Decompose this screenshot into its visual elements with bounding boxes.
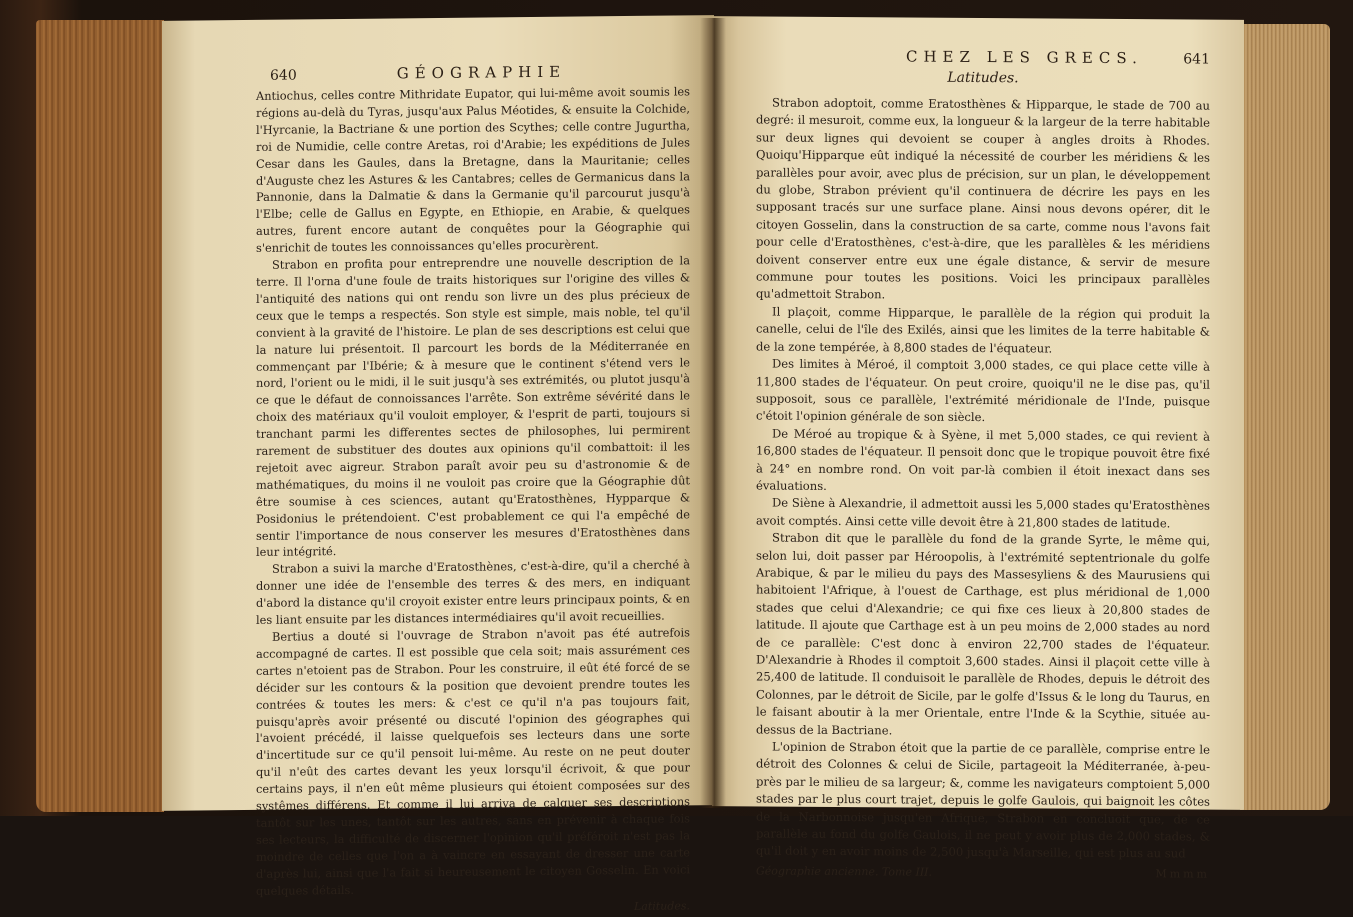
right-running-title: CHEZ LES GRECS. <box>906 47 1143 68</box>
left-fore-edge <box>36 20 164 812</box>
right-page-number: 641 <box>1183 51 1210 68</box>
signature-mark: Mmmm <box>1155 867 1210 881</box>
right-paragraph: Strabon adoptoit, comme Eratosthènes & Hipparque, le stade de 700 au degré: il mesuroit, comme eux, la longueur & la largeur de la terre habitable sur deux lignes qui devoient se couper à angles droits à Rhodes. Quoiqu'Hipparque eût indiqué la nécessité de courber les méridiens & les parallèles pour avoir, avec plus de précision, sur un plan, le développement du globe, Strabon prévient qu'il continuera de décrire les pays en les supposant tracés sur une surface plane. Ainsi nous devons opérer, dit le citoyen Gosselin, dans la construction de sa carte, comme nous l'avons fait pour celle d'Eratosthènes, c'est-à-dire, que les parallèles & les méridiens doivent conserver entre eux une égale distance, & servir de mesure commune pour toutes les positions. Voici les principaux parallèles qu'admettoit Strabon. <box>756 95 1210 302</box>
right-paragraph: L'opinion de Strabon étoit que la partie de ce parallèle, comprise entre le détroit des Colonnes & celui de Sicile, partageoit la Méditerranée, à-peu-près par le milieu de sa largeur; &, comme les navigateurs comptoient 5,000 stades par le plus court trajet, depuis le golfe Gaulois, qui baignoit les côtes de la Narbonnoise jusqu'en Afrique, Strabon en concluoit que, de ce parallèle au fond du golfe Gaulois, il ne peut y avoir plus de 2,000 stades, & qu'il doit y en avoir moins de 2,500 jusqu'à Marseille, qui est plus au sud <box>756 739 1210 861</box>
left-paragraph: Bertius a douté si l'ouvrage de Strabon n'avoit pas été autrefois accompagné de cartes. Il est possible que cela soit; mais assurément ces cartes n'etoient pas de Strabon. Pour les construire, il eût été forcé de se décider sur les contours & la position que devoient prendre toutes les contrées & toutes les mers: & c'est ce qu'il n'a pas toujours fait, puisqu'après avoir présenté ou discuté l'opinion des géographes qui l'avoient précédé, il laisse quelquefois ses lecteurs dans une sorte d'incertitude sur ce qu'il pensoit lui-même. Au reste on ne peut douter qu'il n'eût des cartes devant les yeux lorsqu'il écrivoit, & que pour certains pays, il n'en eût même plusieurs qui étoient composées sur des systêmes différens. Et comme il lui arriva de calquer ses descriptions tantôt sur les unes, tantôt sur les autres, sans en prévenir à chaque fois ses lecteurs, la difficulté de discerner l'opinion qu'il préféroit n'est pas la moindre de celles que l'on a à vaincre en essayant de dresser une carte d'après lui, ainsi que l'a fait si heureusement le citoyen Gosselin. En voici quelques détails. <box>256 625 690 898</box>
left-catchword: Latitudes. <box>634 898 690 913</box>
left-page-number: 640 <box>270 67 297 84</box>
left-running-title: GÉOGRAPHIE <box>396 62 567 83</box>
right-paragraph: Il plaçoit, comme Hipparque, le parallèle de la région qui produit la canelle, celui de l'île des Exilés, ainsi que les limites de la terre habitable & de la zone tempérée, à 8,800 stades de l'équateur. <box>756 304 1210 356</box>
left-page <box>162 15 714 913</box>
left-paragraph: Strabon en profita pour entreprendre une nouvelle description de la terre. Il l'orna d'une foule de traits historiques sur l'origine des villes & l'antiquité des nations qui ont rendu son livre un des plus précieux de ceux que le temps a respectés. Son style est simple, mais noble, tel qu'il convient à la gravité de l'histoire. Le plan de ses descriptions est celui que la nature lui présentoit. Il parcourt les bords de la Méditerranée en commençant par l'Ibérie; & à mesure que le continent s'étend vers le nord, l'orient ou le midi, il le suit jusqu'à ses extrémités, ou plutot jusqu'à ce que le défaut de connoissances l'arrête. Son extrême sévérité dans le choix des matériaux qu'il vouloit employer, & l'esprit de parti, toujours si tranchant parmi les differentes sectes de philosophes, lui permirent rarement de substituer des doutes aux opinions qu'il combattoit: il les rejetoit avec aigreur. Strabon paraît avoir peu su d'astronomie & de mathématiques, du moins il ne vouloit pas croire que la Géographie dût être soumise à ces sciences, autant qu'Eratosthènes, Hypparque & Posidonius le prétendoient. C'est probablement ce qui l'a empêché de sentir l'importance de nous conserver les mesures d'Eratosthènes dans leur intégrité. <box>256 253 690 560</box>
right-footer <box>756 864 1210 880</box>
section-title: Latitudes. <box>947 69 1019 87</box>
right-paragraph: Des limites à Méroé, il comptoit 3,000 stades, ce qui place cette ville à 11,800 stades de l'équateur. On peut croire, quoiqu'il ne le dise pas, qu'il supposoit, sous ce parallèle, l'extrémité méridionale de l'Inde, puisque c'étoit l'opinion générale de son siècle. <box>756 356 1210 425</box>
left-paragraph: Strabon a suivi la marche d'Eratosthènes, c'est-à-dire, qu'il a cherché à donner une idée de l'ensemble des terres & des mers, en indiquant d'abord la distance qu'il croyoit exister entre leurs principaux points, & en les liant ensuite par les distances intermédiaires qu'il avoit recueillies. <box>256 557 690 627</box>
right-fore-edge <box>1240 24 1330 810</box>
footer-title: Géographie ancienne. Tome III. <box>756 864 933 879</box>
left-paragraph: Antiochus, celles contre Mithridate Eupator, qui lui-même avoit soumis les régions au-delà du Tyras, jusqu'aux Palus Méotides, & ensuite la Colchide, l'Hyrcanie, la Bactriane & une portion des Scythes; celle contre Jugurtha, roi de Numidie, celle contre Aretas, roi d'Arabie; les expéditions de Jules Cesar dans les Gaules, dans la Bretagne, dans la Mauritanie; celles d'Auguste chez les Astures & les Cantabres; celles de Germanicus dans la Pannonie, dans la Dalmatie & dans la Germanie qu'il parcourut jusqu'à l'Elbe; celle de Gallus en Egypte, en Ethiopie, en Arabie, & quelques autres, furent encore autant de conquêtes pour la Géographie qui s'enrichit de toutes les connoissances qu'elles procurèrent. <box>256 84 690 256</box>
left-running-head <box>270 61 690 83</box>
right-running-head <box>756 46 1210 67</box>
book-gutter <box>700 18 726 808</box>
right-paragraph: De Méroé au tropique & à Syène, il met 5,000 stades, ce qui revient à 16,800 stades de l'équateur. Il pensoit donc que le tropique pouvoit être fixé à 24° en nombre rond. On voit par-là combien il étoit inexact dans ses évaluations. <box>756 426 1210 493</box>
right-paragraph: De Siène à Alexandrie, il admettoit aussi les 5,000 stades qu'Eratosthènes avoit comptés. Ainsi cette ville devoit être à 21,800 stades de latitude. <box>756 495 1210 531</box>
right-paragraph: Strabon dit que le parallèle du fond de la grande Syrte, le même qui, selon lui, doit passer par Héroopolis, à l'extrémité septentrionale du golfe Arabique, & par le milieu du pays des Massesyliens & des Maurusiens qui habitoient l'Afrique, à l'ouest de Carthage, est plus méridional de 1,000 stades que celui d'Alexandrie; ce qui fixe ces lieux à 20,800 stades de latitude. Il ajoute que Carthage est à un peu moins de 2,000 stades au nord de ce parallèle: C'est donc à environ 22,700 stades de l'équateur. D'Alexandrie à Rhodes il comptoit 3,600 stades. Ainsi il plaçoit cette ville à 25,400 de latitude. Il conduisoit le parallèle de Rhodes, depuis le détroit des Colonnes, par le détroit de Sicile, par le golfe d'Issus & le long du Taurus, en le faisant aboutir à la mer Orientale, entre l'Inde & la Scythie, située au-dessus de la Bactriane. <box>756 530 1210 738</box>
right-page <box>712 16 1244 881</box>
